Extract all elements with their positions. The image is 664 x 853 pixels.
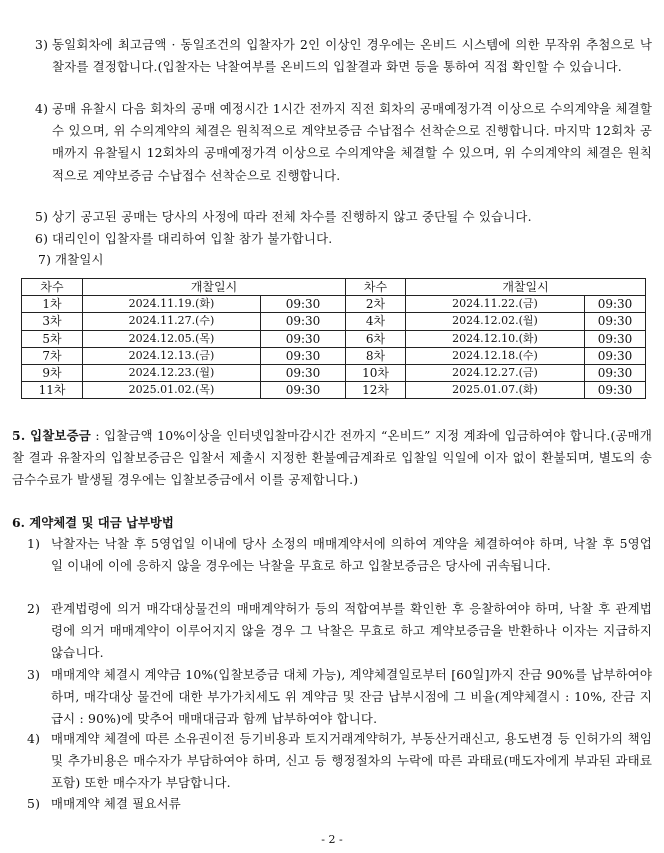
page-number: - 2 - xyxy=(321,833,343,846)
item-text: 매매계약 체결시 계약금 10%(입찰보증금 대체 가능), 계약체결일로부터 [60일]까지 잔금 90%를 납부하여야 하며, 매각대상 물건에 대한 부가가치세도 위 계약금 및 잔금 납부시점에 그 비율(계약체결시 : 10%, 잔금 지급시 : 90%)에 맞추어 매매대금과 함께 납부하여야 합니다. xyxy=(51,667,652,727)
section-6-item-2 xyxy=(27,598,652,665)
round-cell: 12차 xyxy=(346,382,406,399)
item-number: 4) xyxy=(27,731,41,746)
time-cell: 09:30 xyxy=(261,364,346,381)
time-cell: 09:30 xyxy=(261,347,346,364)
item-number: 3) xyxy=(27,667,41,682)
item-text: 매매계약 체결에 따른 소유권이전 등기비용과 토지거래계약허가, 부동산거래신고, 용도변경 등 인허가의 책임 및 추가비용은 매수자가 부담하여야 하며, 신고 등 행정절차의 누락에 따른 과태료(매도자에게 부과된 과태료 포함) 또한 매수자가 부담합니다. xyxy=(51,731,652,791)
item-number: 6) xyxy=(35,231,49,246)
item-text: 상기 공고된 공매는 당사의 사정에 따라 전체 차수를 진행하지 않고 중단될 수 있습니다. xyxy=(52,209,532,224)
date-cell: 2024.12.13.(금) xyxy=(83,347,261,364)
time-cell: 09:30 xyxy=(585,347,646,364)
date-cell: 2024.12.23.(월) xyxy=(83,364,261,381)
time-cell: 09:30 xyxy=(585,364,646,381)
date-cell: 2024.12.27.(금) xyxy=(406,364,585,381)
datetime-header: 개찰일시 xyxy=(83,279,346,296)
section-6-item-4 xyxy=(27,728,652,795)
item-text: 공매 유찰시 다음 회차의 공매 예정시간 1시간 전까지 직전 회차의 공매예정가격 이상으로 수의계약을 체결할 수 있으며, 위 수의계약의 체결은 원칙적으로 계약보증금 수납접수 선착순으로 진행합니다. 마지막 12회차 공매까지 유찰될시 12회차의 공매예정가격 이상으로 수의계약을 체결할 수 있으며, 위 수의계약의 체결은 원칙적으로 계약보증금 수납접수 선착순으로 진행합니다. xyxy=(52,101,652,183)
round-cell: 10차 xyxy=(346,364,406,381)
date-cell: 2024.12.10.(화) xyxy=(406,330,585,347)
date-cell: 2024.12.05.(목) xyxy=(83,330,261,347)
time-cell: 09:30 xyxy=(585,313,646,330)
datetime-header: 개찰일시 xyxy=(406,279,646,296)
table-header-row xyxy=(22,279,646,296)
table-row xyxy=(22,330,646,347)
opening-schedule-table xyxy=(21,278,646,399)
time-cell: 09:30 xyxy=(261,296,346,313)
item-number: 7) xyxy=(38,252,52,267)
table-row xyxy=(22,364,646,381)
item-number: 1) xyxy=(27,536,41,551)
date-cell: 2024.11.19.(화) xyxy=(83,296,261,313)
round-header: 차수 xyxy=(22,279,83,296)
table-row xyxy=(22,296,646,313)
date-cell: 2025.01.07.(화) xyxy=(406,382,585,399)
date-cell: 2024.11.27.(수) xyxy=(83,313,261,330)
time-cell: 09:30 xyxy=(261,330,346,347)
round-cell: 8차 xyxy=(346,347,406,364)
section-6-item-1 xyxy=(27,533,652,577)
round-cell: 2차 xyxy=(346,296,406,313)
item-4 xyxy=(35,98,652,187)
item-text: 관계법령에 의거 매각대상물건의 매매계약허가 등의 적합여부를 확인한 후 응찰하여야 하며, 낙찰 후 관계법령에 의거 매매계약이 이루어지지 않을 경우 그 낙찰은 무효로 하고 계약보증금을 반환하나 이자는 지급하지 않습니다. xyxy=(51,601,652,661)
item-number: 4) xyxy=(35,101,49,116)
item-text: 동일회차에 최고금액 · 동일조건의 입찰자가 2인 이상인 경우에는 온비드 시스템에 의한 무작위 추첨으로 낙찰자를 결정합니다.(입찰자는 낙찰여부를 온비드의 입찰결과 화면 등을 통하여 직접 확인할 수 있습니다. xyxy=(52,37,652,75)
time-cell: 09:30 xyxy=(261,382,346,399)
item-3 xyxy=(35,34,652,78)
item-number: 5) xyxy=(27,796,41,811)
date-cell: 2024.11.22.(금) xyxy=(406,296,585,313)
round-cell: 9차 xyxy=(22,364,83,381)
round-cell: 3차 xyxy=(22,313,83,330)
item-number: 3) xyxy=(35,37,49,52)
item-7 xyxy=(38,249,655,271)
table-row xyxy=(22,313,646,330)
table-row xyxy=(22,382,646,399)
round-cell: 5차 xyxy=(22,330,83,347)
round-header: 차수 xyxy=(346,279,406,296)
section-5-text: : 입찰금액 10%이상을 인터넷입찰마감시간 전까지 “온비드” 지정 계좌에 입금하여야 합니다.(공매개찰 결과 유찰자의 입찰보증금은 입찰서 제출시 지정한 환불예금계좌로 입찰일 익일에 이자 없이 환불되며, 별도의 송금수수료가 발생될 경우에는 입찰보증금에서 이를 공제합니다.) xyxy=(12,428,653,488)
round-cell: 11차 xyxy=(22,382,83,399)
section-6-item-5 xyxy=(27,793,652,815)
round-cell: 4차 xyxy=(346,313,406,330)
date-cell: 2024.12.18.(수) xyxy=(406,347,585,364)
time-cell: 09:30 xyxy=(585,330,646,347)
section-6-title: 6. 계약체결 및 대금 납부방법 xyxy=(12,515,174,530)
round-cell: 1차 xyxy=(22,296,83,313)
table-row xyxy=(22,347,646,364)
round-cell: 7차 xyxy=(22,347,83,364)
date-cell: 2024.12.02.(월) xyxy=(406,313,585,330)
item-text: 대리인이 입찰자를 대리하여 입찰 참가 불가합니다. xyxy=(52,231,333,246)
time-cell: 09:30 xyxy=(585,296,646,313)
time-cell: 09:30 xyxy=(261,313,346,330)
item-number: 2) xyxy=(27,601,41,616)
round-cell: 6차 xyxy=(346,330,406,347)
item-number: 5) xyxy=(35,209,49,224)
section-5-deposit xyxy=(12,425,652,492)
item-text: 개찰일시 xyxy=(55,252,104,267)
section-6-item-3 xyxy=(27,664,652,731)
item-6 xyxy=(35,228,652,250)
item-5 xyxy=(35,206,652,228)
item-text: 매매계약 체결 필요서류 xyxy=(51,796,181,811)
time-cell: 09:30 xyxy=(585,382,646,399)
item-text: 낙찰자는 낙찰 후 5영업일 이내에 당사 소정의 매매계약서에 의하여 계약을 체결하여야 하며, 낙찰 후 5영업일 이내에 이에 응하지 않을 경우에는 낙찰을 무효로 하고 입찰보증금은 당사에 귀속됩니다. xyxy=(51,536,652,574)
section-5-title: 5. 입찰보증금 xyxy=(12,428,91,443)
date-cell: 2025.01.02.(목) xyxy=(83,382,261,399)
